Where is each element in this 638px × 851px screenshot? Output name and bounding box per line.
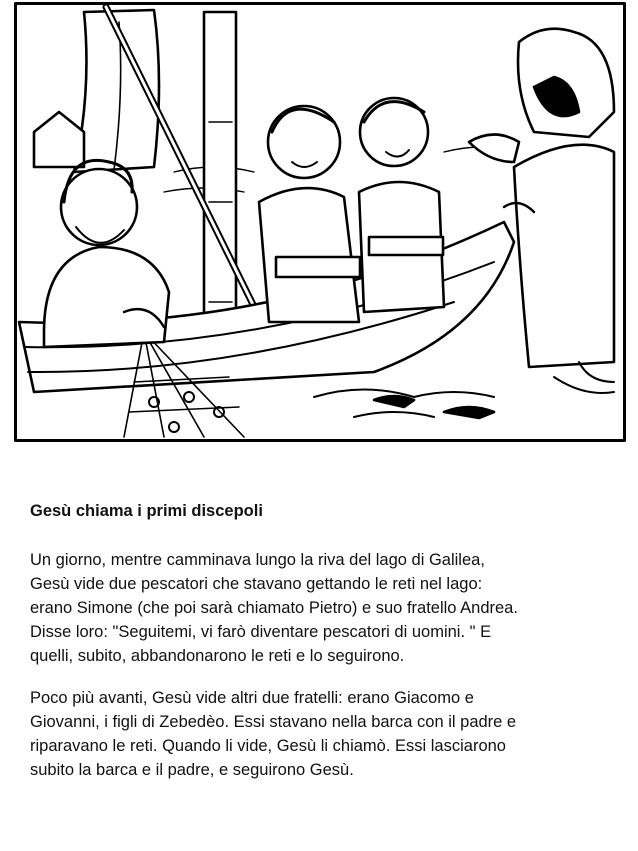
disciple-center bbox=[259, 106, 360, 322]
paragraph-2-line: subito la barca e il padre, e seguirono Gesù. bbox=[30, 761, 354, 779]
paragraph-1-line: Un giorno, mentre camminava lungo la riva del lago di Galilea, bbox=[30, 551, 485, 569]
paragraph-2 bbox=[30, 686, 620, 782]
story-title: Gesù chiama i primi discepoli bbox=[30, 502, 263, 520]
mast bbox=[204, 12, 236, 342]
disciple-right bbox=[359, 98, 444, 312]
story-text bbox=[30, 500, 620, 782]
paragraph-2-line: riparavano le reti. Quando li vide, Gesù li chiamò. Essi lasciarono bbox=[30, 737, 506, 755]
paragraph-1-line: Disse loro: "Seguitemi, vi farò diventare pescatori di uomini. " E bbox=[30, 623, 492, 641]
paragraph-1 bbox=[30, 548, 620, 668]
paragraph-1-line: quelli, subito, abbandonarono le reti e lo seguirono. bbox=[30, 647, 405, 665]
paragraph-2-line: Poco più avanti, Gesù vide altri due fratelli: erano Giacomo e bbox=[30, 689, 474, 707]
net-floats bbox=[149, 392, 224, 432]
paragraph-1-line: erano Simone (che poi sarà chiamato Pietro) e suo fratello Andrea. bbox=[30, 599, 518, 617]
paragraph-1-line: Gesù vide due pescatori che stavano gettando le reti nel lago: bbox=[30, 575, 483, 593]
paragraph-2-line: Giovanni, i figli di Zebedèo. Essi stavano nella barca con il padre e bbox=[30, 713, 517, 731]
coloring-illustration bbox=[14, 2, 626, 442]
fisherman-with-net bbox=[44, 160, 169, 347]
jesus-figure bbox=[469, 29, 614, 393]
